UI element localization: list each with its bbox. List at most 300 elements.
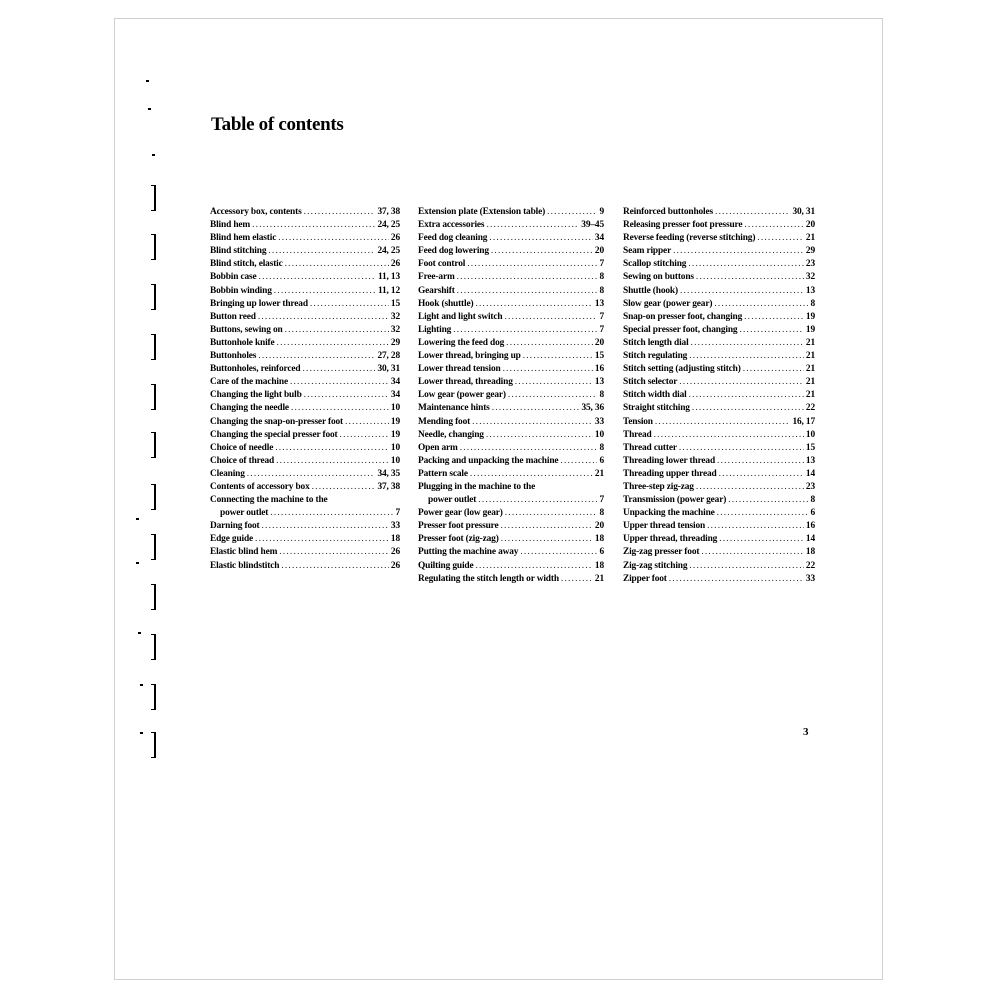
toc-entry-label: Bringing up lower thread <box>210 298 308 309</box>
toc-entry-label: Threading lower thread <box>623 455 716 466</box>
toc-entry-pages: 19 <box>390 416 400 427</box>
toc-entry <box>623 402 815 415</box>
toc-leader-dots <box>492 402 580 415</box>
toc-leader-dots <box>467 258 597 271</box>
toc-entry <box>418 481 604 494</box>
toc-leader-dots <box>680 285 804 298</box>
toc-entry-pages: 18 <box>805 547 815 558</box>
toc-entry-label: Thread cutter <box>623 442 677 453</box>
toc-entry-pages: 11, 13 <box>377 272 400 283</box>
toc-leader-dots <box>561 573 593 586</box>
toc-entry-label: Packing and unpacking the machine <box>418 455 559 466</box>
toc-entry-label: Zig-zag presser foot <box>623 547 700 558</box>
toc-entry <box>418 507 604 520</box>
toc-entry <box>418 271 604 284</box>
toc-entry-label: Snap-on presser foot, changing <box>623 311 743 322</box>
toc-entry-label: Bobbin case <box>210 272 257 283</box>
toc-entry <box>623 494 815 507</box>
toc-entry-pages: 8 <box>810 495 815 506</box>
toc-entry-pages: 7 <box>599 324 604 335</box>
toc-leader-dots <box>453 324 597 337</box>
toc-entry <box>210 494 400 507</box>
toc-entry-label: Extension plate (Extension table) <box>418 207 546 217</box>
toc-entry-pages: 26 <box>390 233 400 244</box>
toc-entry <box>210 324 400 337</box>
toc-entry-pages: 7 <box>599 259 604 270</box>
toc-leader-dots <box>688 258 804 271</box>
toc-entry-pages: 29 <box>805 246 815 257</box>
toc-entry-pages: 34 <box>594 233 604 244</box>
toc-entry-pages: 16 <box>594 364 604 375</box>
toc-leader-dots <box>472 416 593 429</box>
toc-entry <box>210 376 400 389</box>
toc-entry-label: Cleaning <box>210 468 245 479</box>
toc-entry <box>623 206 815 219</box>
toc-leader-dots <box>268 245 375 258</box>
toc-entry <box>210 258 400 271</box>
toc-entry-pages: 37, 38 <box>377 481 400 492</box>
toc-leader-dots <box>655 416 791 429</box>
toc-entry-label: Lower thread tension <box>418 364 501 375</box>
toc-entry-label: Lowering the feed dog <box>418 337 505 348</box>
toc-entry <box>418 311 604 324</box>
toc-leader-dots <box>275 442 389 455</box>
toc-entry-pages: 13 <box>594 377 604 388</box>
toc-entry <box>623 416 815 429</box>
toc-leader-dots <box>258 311 389 324</box>
toc-leader-dots <box>739 324 803 337</box>
toc-entry <box>210 468 400 481</box>
toc-entry-label: power outlet <box>428 495 477 506</box>
toc-leader-dots <box>277 337 389 350</box>
toc-entry-label: Buttonholes, reinforced <box>210 364 301 375</box>
toc-entry <box>418 232 604 245</box>
toc-entry-label: Power gear (low gear) <box>418 508 503 519</box>
toc-entry-pages: 34 <box>390 377 400 388</box>
toc-entry <box>623 442 815 455</box>
toc-leader-dots <box>501 533 593 546</box>
toc-entry <box>418 560 604 573</box>
toc-leader-dots <box>478 494 597 507</box>
toc-entry-label: Threading upper thread <box>623 468 717 479</box>
toc-entry <box>418 455 604 468</box>
toc-entry-pages: 21 <box>805 377 815 388</box>
toc-entry-pages: 21 <box>805 364 815 375</box>
toc-entry <box>623 376 815 389</box>
toc-entry-pages: 22 <box>805 560 815 571</box>
toc-entry-label: Darning foot <box>210 521 260 532</box>
toc-entry <box>418 363 604 376</box>
toc-leader-dots <box>520 546 597 559</box>
toc-entry <box>210 442 400 455</box>
toc-entry <box>418 468 604 481</box>
toc-entry-pages: 30, 31 <box>377 364 400 375</box>
toc-leader-dots <box>457 271 598 284</box>
toc-leader-dots <box>654 429 804 442</box>
toc-entry-pages: 13 <box>594 298 604 309</box>
toc-leader-dots <box>276 455 389 468</box>
toc-entry-pages: 33 <box>805 573 815 584</box>
toc-entry-label: Accessory box, contents <box>210 207 302 217</box>
toc-entry-pages: 16, 17 <box>792 416 815 427</box>
toc-entry-pages: 13 <box>805 455 815 466</box>
toc-entry-label: Low gear (power gear) <box>418 390 506 401</box>
toc-entry <box>418 285 604 298</box>
toc-entry-label: Extra accessories <box>418 220 485 231</box>
toc-entry-pages: 6 <box>599 455 604 466</box>
toc-leader-dots <box>489 232 593 245</box>
toc-entry-label: Stitch selector <box>623 377 678 388</box>
toc-entry-pages: 35, 36 <box>581 403 604 414</box>
toc-leader-dots <box>679 442 804 455</box>
toc-entry-pages: 14 <box>805 468 815 479</box>
toc-leader-dots <box>743 363 804 376</box>
toc-entry <box>418 402 604 415</box>
toc-entry-pages: 24, 25 <box>377 220 400 231</box>
toc-entry-pages: 15 <box>594 351 604 362</box>
toc-leader-dots <box>560 455 597 468</box>
toc-entry <box>418 350 604 363</box>
toc-entry <box>418 416 604 429</box>
toc-leader-dots <box>701 546 804 559</box>
toc-entry-pages: 23 <box>805 481 815 492</box>
toc-leader-dots <box>486 219 579 232</box>
toc-leader-dots <box>503 363 593 376</box>
toc-entry-pages: 20 <box>594 521 604 532</box>
toc-entry-label: Unpacking the machine <box>623 508 715 519</box>
toc-entry-label: Button reed <box>210 311 256 322</box>
toc-leader-dots <box>696 481 804 494</box>
toc-leader-dots <box>715 206 790 219</box>
toc-entry <box>418 376 604 389</box>
toc-entry <box>210 560 400 573</box>
toc-leader-dots <box>258 350 375 363</box>
page-title: Table of contents <box>211 114 344 135</box>
toc-leader-dots <box>523 350 593 363</box>
toc-leader-dots <box>744 219 804 232</box>
toc-entry-label: Tension <box>623 416 653 427</box>
page-number: 3 <box>803 726 809 738</box>
toc-entry-label: Stitch setting (adjusting stitch) <box>623 364 741 375</box>
toc-entry <box>418 337 604 350</box>
toc-entry-pages: 15 <box>390 298 400 309</box>
toc-entry-label: power outlet <box>220 508 269 519</box>
toc-entry <box>210 429 400 442</box>
toc-entry-label: Zig-zag stitching <box>623 560 688 571</box>
toc-entry-pages: 9 <box>599 207 604 217</box>
toc-leader-dots <box>460 442 598 455</box>
toc-leader-dots <box>290 376 389 389</box>
toc-entry <box>623 285 815 298</box>
toc-entry-label: Buttons, sewing on <box>210 324 283 335</box>
toc-leader-dots <box>279 546 389 559</box>
toc-entry <box>623 350 815 363</box>
toc-entry-label: Sewing on buttons <box>623 272 694 283</box>
toc-entry <box>210 285 400 298</box>
toc-entry <box>210 402 400 415</box>
toc-entry <box>210 271 400 284</box>
toc-entry-label: Choice of thread <box>210 455 275 466</box>
toc-entry-label: Hook (shuttle) <box>418 298 474 309</box>
toc-entry <box>418 298 604 311</box>
toc-entry-label: Plugging in the machine to the <box>418 481 536 492</box>
toc-leader-dots <box>304 206 376 219</box>
toc-entry-pages: 18 <box>594 560 604 571</box>
toc-entry <box>623 219 815 232</box>
toc-entry-pages: 19 <box>805 324 815 335</box>
toc-entry-pages: 6 <box>599 547 604 558</box>
toc-entry-label: Three-step zig-zag <box>623 481 694 492</box>
toc-entry-pages: 18 <box>390 534 400 545</box>
toc-entry-pages: 39–45 <box>581 220 604 231</box>
toc-entry-label: Straight stitching <box>623 403 690 414</box>
toc-entry-label: Connecting the machine to the <box>210 495 328 506</box>
toc-leader-dots <box>262 520 389 533</box>
toc-entry <box>623 507 815 520</box>
toc-leader-dots <box>719 468 804 481</box>
toc-leader-dots <box>504 311 597 324</box>
toc-entry <box>418 219 604 232</box>
toc-entry-label: Changing the light bulb <box>210 390 302 401</box>
toc-leader-dots <box>689 560 804 573</box>
toc-entry <box>418 442 604 455</box>
toc-entry-label: Maintenance hints <box>418 403 490 414</box>
toc-entry-pages: 34, 35 <box>377 468 400 479</box>
toc-entry <box>623 481 815 494</box>
toc-entry-pages: 32 <box>390 311 400 322</box>
toc-entry <box>623 429 815 442</box>
toc-leader-dots <box>673 245 804 258</box>
toc-entry-label: Changing the snap-on-presser foot <box>210 416 344 427</box>
toc-entry <box>623 232 815 245</box>
toc-leader-dots <box>247 468 376 481</box>
toc-entry-pages: 6 <box>810 508 815 519</box>
toc-entry-label: Reverse feeding (reverse stitching) <box>623 233 756 244</box>
toc-entry-label: Shuttle (hook) <box>623 285 678 296</box>
toc-leader-dots <box>291 402 389 415</box>
toc-leader-dots <box>679 376 804 389</box>
toc-entry-pages: 19 <box>390 429 400 440</box>
toc-entry <box>210 520 400 533</box>
toc-entry <box>210 455 400 468</box>
toc-entry-pages: 19 <box>805 311 815 322</box>
toc-entry <box>623 455 815 468</box>
toc-leader-dots <box>707 520 804 533</box>
toc-entry <box>418 324 604 337</box>
toc-leader-dots <box>508 389 598 402</box>
toc-entry-label: Upper thread, threading <box>623 534 718 545</box>
toc-entry-label: Stitch regulating <box>623 351 688 362</box>
toc-column-2 <box>418 206 604 586</box>
toc-entry <box>210 416 400 429</box>
toc-entry <box>623 533 815 546</box>
toc-entry-pages: 23 <box>805 259 815 270</box>
toc-entry-label: Feed dog cleaning <box>418 233 488 244</box>
toc-entry-pages: 10 <box>805 429 815 440</box>
toc-entry-pages: 32 <box>390 324 400 335</box>
toc-entry-pages: 33 <box>594 416 604 427</box>
toc-entry-pages: 21 <box>805 351 815 362</box>
toc-leader-dots <box>728 494 808 507</box>
toc-leader-dots <box>274 285 376 298</box>
toc-entry <box>623 324 815 337</box>
toc-entry-label: Zipper foot <box>623 573 667 584</box>
toc-leader-dots <box>491 245 593 258</box>
toc-entry-pages: 26 <box>390 560 400 571</box>
toc-leader-dots <box>281 560 389 573</box>
toc-entry <box>418 546 604 559</box>
toc-entry-label: Buttonholes <box>210 351 257 362</box>
toc-entry-label: Presser foot (zig-zag) <box>418 534 499 545</box>
toc-entry-label: Slow gear (power gear) <box>623 298 713 309</box>
toc-leader-dots <box>470 468 593 481</box>
toc-entry <box>210 507 400 520</box>
toc-leader-dots <box>340 429 389 442</box>
toc-entry-pages: 8 <box>599 390 604 401</box>
toc-entry <box>418 258 604 271</box>
toc-entry <box>210 533 400 546</box>
toc-leader-dots <box>285 324 389 337</box>
toc-entry-pages: 8 <box>599 442 604 453</box>
toc-entry-pages: 21 <box>805 337 815 348</box>
toc-entry-pages: 8 <box>599 508 604 519</box>
toc-entry-label: Feed dog lowering <box>418 246 489 257</box>
toc-leader-dots <box>717 455 804 468</box>
toc-entry-label: Blind stitch, elastic <box>210 259 283 270</box>
toc-entry <box>623 573 815 586</box>
toc-entry <box>623 389 815 402</box>
toc-entry <box>210 245 400 258</box>
toc-entry-label: Needle, changing <box>418 429 484 440</box>
toc-entry-pages: 37, 38 <box>377 207 400 217</box>
toc-entry-pages: 10 <box>390 403 400 414</box>
toc-leader-dots <box>302 363 375 376</box>
toc-entry <box>623 560 815 573</box>
toc-entry <box>210 481 400 494</box>
toc-entry <box>418 573 604 586</box>
toc-entry-label: Transmission (power gear) <box>623 495 727 506</box>
toc-entry-pages: 26 <box>390 547 400 558</box>
toc-entry-label: Thread <box>623 429 652 440</box>
toc-entry-label: Elastic blindstitch <box>210 560 280 571</box>
toc-leader-dots <box>457 285 598 298</box>
toc-entry-pages: 33 <box>390 521 400 532</box>
toc-leader-dots <box>696 271 804 284</box>
toc-entry-pages: 11, 12 <box>377 285 400 296</box>
toc-leader-dots <box>691 337 804 350</box>
toc-leader-dots <box>717 507 809 520</box>
toc-entry <box>418 494 604 507</box>
toc-leader-dots <box>689 350 804 363</box>
toc-entry-label: Free-arm <box>418 272 455 283</box>
toc-leader-dots <box>515 376 593 389</box>
binding-hole-marks <box>136 70 166 770</box>
toc-entry-pages: 22 <box>805 403 815 414</box>
toc-leader-dots <box>270 507 393 520</box>
toc-leader-dots <box>304 389 389 402</box>
toc-entry-pages: 18 <box>594 534 604 545</box>
toc-leader-dots <box>714 298 808 311</box>
toc-entry-pages: 21 <box>805 390 815 401</box>
toc-entry-label: Seam ripper <box>623 246 672 257</box>
toc-entry <box>418 206 604 219</box>
toc-entry <box>210 350 400 363</box>
toc-entry-label: Edge guide <box>210 534 254 545</box>
toc-leader-dots <box>310 298 389 311</box>
toc-entry-pages: 21 <box>805 233 815 244</box>
toc-entry-label: Reinforced buttonholes <box>623 207 714 217</box>
toc-entry-label: Buttonhole knife <box>210 337 275 348</box>
toc-entry <box>623 468 815 481</box>
toc-entry <box>210 219 400 232</box>
toc-entry-pages: 10 <box>594 429 604 440</box>
toc-entry-pages: 13 <box>805 285 815 296</box>
toc-entry-pages: 14 <box>805 534 815 545</box>
toc-entry-label: Blind hem <box>210 220 251 231</box>
toc-entry-label: Quilting guide <box>418 560 474 571</box>
toc-entry <box>418 245 604 258</box>
toc-entry <box>623 337 815 350</box>
toc-entry-label: Blind hem elastic <box>210 233 277 244</box>
toc-leader-dots <box>252 219 375 232</box>
toc-entry-label: Presser foot pressure <box>418 521 499 532</box>
toc-entry <box>210 363 400 376</box>
toc-entry <box>210 232 400 245</box>
toc-entry <box>210 206 400 219</box>
toc-entry-label: Foot control <box>418 259 466 270</box>
toc-entry-pages: 21 <box>594 468 604 479</box>
toc-entry-pages: 21 <box>594 573 604 584</box>
toc-entry-pages: 20 <box>594 246 604 257</box>
toc-entry-pages: 15 <box>805 442 815 453</box>
toc-entry-label: Upper thread tension <box>623 521 706 532</box>
toc-entry-label: Lower thread, bringing up <box>418 351 521 362</box>
toc-leader-dots <box>278 232 389 245</box>
toc-entry-label: Lower thread, threading <box>418 377 513 388</box>
toc-leader-dots <box>505 507 598 520</box>
toc-leader-dots <box>719 533 804 546</box>
toc-entry-label: Choice of needle <box>210 442 274 453</box>
toc-entry <box>623 311 815 324</box>
toc-entry-label: Stitch length dial <box>623 337 689 348</box>
toc-entry <box>210 311 400 324</box>
toc-entry-pages: 8 <box>599 285 604 296</box>
toc-entry-pages: 34 <box>390 390 400 401</box>
toc-leader-dots <box>475 298 592 311</box>
toc-leader-dots <box>689 389 804 402</box>
toc-entry-pages: 27, 28 <box>377 351 400 362</box>
toc-leader-dots <box>475 560 592 573</box>
toc-entry-label: Releasing presser foot pressure <box>623 220 743 231</box>
toc-entry-pages: 30, 31 <box>792 207 815 217</box>
toc-leader-dots <box>486 429 593 442</box>
toc-leader-dots <box>744 311 804 324</box>
toc-entry-pages: 20 <box>594 337 604 348</box>
toc-entry <box>623 546 815 559</box>
toc-leader-dots <box>255 533 389 546</box>
toc-leader-dots <box>757 232 804 245</box>
toc-entry <box>623 298 815 311</box>
toc-entry-label: Scallop stitching <box>623 259 687 270</box>
toc-leader-dots <box>669 573 804 586</box>
toc-entry-label: Light and light switch <box>418 311 503 322</box>
toc-entry-label: Changing the needle <box>210 403 289 414</box>
toc-entry-label: Lighting <box>418 324 452 335</box>
toc-leader-dots <box>345 416 389 429</box>
toc-column-1 <box>210 206 400 573</box>
toc-leader-dots <box>547 206 597 219</box>
toc-entry <box>210 546 400 559</box>
